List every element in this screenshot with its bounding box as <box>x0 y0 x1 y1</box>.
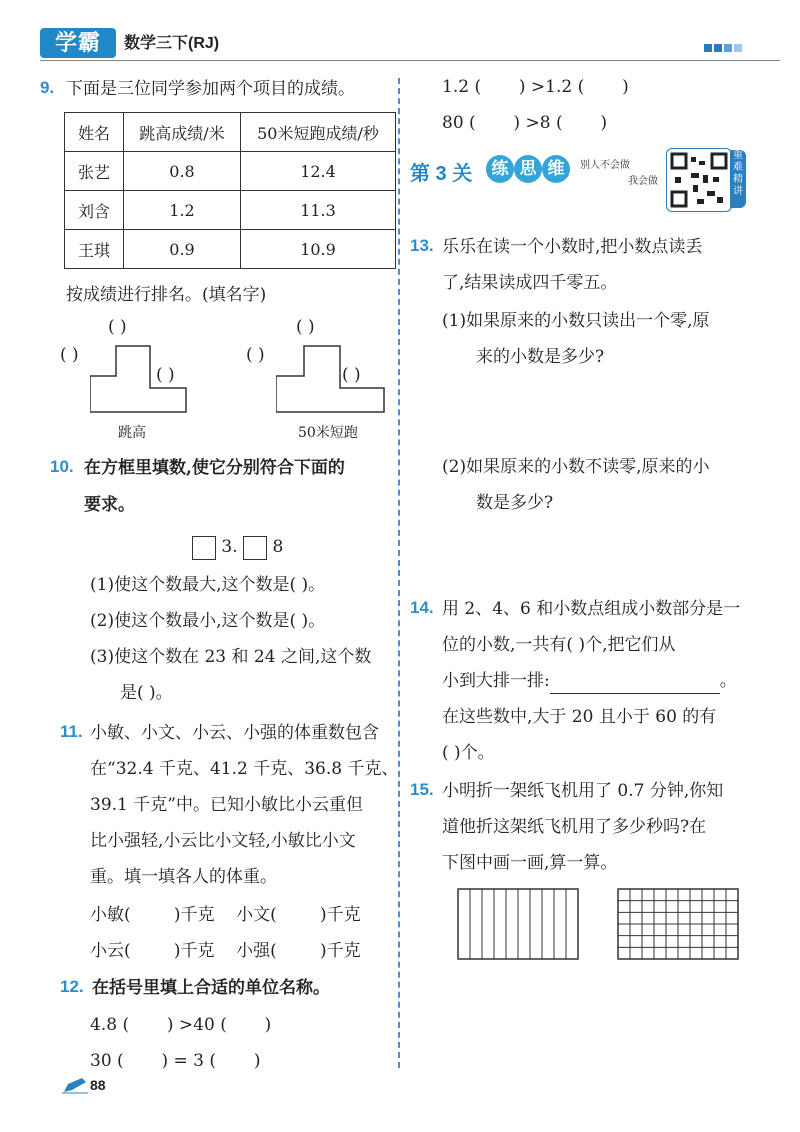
strip-diagram[interactable] <box>456 888 580 960</box>
q14-line1: 用 2、4、6 和小数点组成小数部分是一 <box>442 599 741 619</box>
q12-text: 在括号里填上合适的单位名称。 <box>92 978 330 998</box>
q11-fill-row1[interactable]: 小敏( )千克 小文( )千克 <box>90 905 361 925</box>
q13-sub1-line2: 来的小数是多少? <box>476 347 605 367</box>
table-row <box>65 152 396 191</box>
question-number-15: 15. <box>410 780 434 799</box>
q10-text-line2: 要求。 <box>84 495 135 515</box>
podium-label-sprint: 50米短跑 <box>298 425 358 441</box>
q13-line1: 乐乐在读一个小数时,把小数点读丢 <box>442 237 703 257</box>
q15-line2: 道他折这架纸飞机用了多少秒吗?在 <box>442 817 707 837</box>
question-number-13: 13. <box>410 236 434 255</box>
table-cell: 10.9 <box>241 230 396 269</box>
q11-line: 重。填一填各人的体重。 <box>90 867 277 887</box>
q15-line3: 下图中画一画,算一算。 <box>442 853 618 873</box>
q13-sub2-line2: 数是多少? <box>476 493 554 513</box>
header-square-icon <box>714 44 722 52</box>
table-cell: 11.3 <box>241 191 396 230</box>
table-header-cell: 50米短跑成绩/秒 <box>241 113 396 152</box>
level-bubble: 维 <box>542 155 570 183</box>
q11-line: 39.1 千克”中。已知小敏比小云重但 <box>90 795 363 815</box>
digit-box[interactable] <box>243 536 267 560</box>
podium-label-high-jump: 跳高 <box>118 425 146 441</box>
level-bubble: 思 <box>514 155 542 183</box>
brand-logo: 学霸 <box>40 28 116 58</box>
column-divider <box>398 78 400 1068</box>
table-cell: 刘含 <box>65 191 124 230</box>
qr-code-icon[interactable] <box>666 148 732 212</box>
q11-line: 在“32.4 千克、41.2 千克、36.8 千克、 <box>90 759 399 779</box>
table-cell: 1.2 <box>124 191 241 230</box>
q10-number-template <box>192 534 283 560</box>
level-title: 第 3 关 <box>410 163 473 185</box>
header-square-icon <box>724 44 732 52</box>
header-square-icon <box>734 44 742 52</box>
table-header-cell: 姓名 <box>65 113 124 152</box>
q11-line: 小敏、小文、小云、小强的体重数包含 <box>90 723 379 743</box>
table-cell: 张艺 <box>65 152 124 191</box>
podium-sprint <box>276 344 388 414</box>
q14-line2: 位的小数,一共有( )个,把它们从 <box>442 635 676 655</box>
table-row <box>65 230 396 269</box>
q11-fill-row2[interactable]: 小云( )千克 小强( )千克 <box>90 941 361 961</box>
q10-text-line1: 在方框里填数,使它分别符合下面的 <box>84 458 345 478</box>
q11-line: 比小强轻,小云比小文轻,小敏比小文 <box>90 831 356 851</box>
order-answer-line[interactable] <box>550 675 720 694</box>
level-bubble: 练 <box>486 155 514 183</box>
podium-blank-third[interactable]: ( ) <box>156 365 175 385</box>
q10-sub3-line2: 是( )。 <box>120 683 173 703</box>
podium-blank-first[interactable]: ( ) <box>296 317 315 337</box>
table-row <box>65 191 396 230</box>
q15-line1: 小明折一架纸飞机用了 0.7 分钟,你知 <box>442 781 724 801</box>
page-number: 88 <box>90 1077 106 1093</box>
q13-sub2-line1: (2)如果原来的小数不读零,原来的小 <box>442 457 710 477</box>
q14-line3-prefix: 小到大排一排: <box>442 671 550 691</box>
header-rule <box>40 60 780 61</box>
q10-sub3-line1: (3)使这个数在 23 和 24 之间,这个数 <box>90 647 372 667</box>
q13-sub1-line1: (1)如果原来的小数只读出一个零,原 <box>442 311 710 331</box>
table-cell: 0.9 <box>124 230 241 269</box>
q12-line3[interactable]: 1.2 ( ) >1.2 ( ) <box>442 77 629 97</box>
q14-line4: 在这些数中,大于 20 且小于 60 的有 <box>442 707 717 727</box>
table-cell: 王琪 <box>65 230 124 269</box>
podium-high-jump <box>90 344 190 414</box>
grid-diagram[interactable] <box>616 888 740 960</box>
podium-blank-second[interactable]: ( ) <box>246 345 265 365</box>
q14-line3-suffix: 。 <box>719 671 737 691</box>
qr-label: 重难精讲 <box>730 150 746 208</box>
book-title: 数学三下(RJ) <box>124 35 220 52</box>
table-cell: 12.4 <box>241 152 396 191</box>
q9-text: 下面是三位同学参加两个项目的成绩。 <box>66 79 355 99</box>
podium-blank-third[interactable]: ( ) <box>342 365 361 385</box>
digit-box[interactable] <box>192 536 216 560</box>
question-number-11: 11. <box>60 722 83 741</box>
question-number-10: 10. <box>50 457 74 476</box>
q10-number-middle: 3. <box>221 537 238 557</box>
banner-note-1: 别人不会做 <box>580 160 630 171</box>
table-header-cell: 跳高成绩/米 <box>124 113 241 152</box>
q14-line5: ( )个。 <box>442 743 495 763</box>
pencil-icon <box>62 1078 88 1094</box>
q10-number-end: 8 <box>272 537 284 557</box>
q9-instruction: 按成绩进行排名。(填名字) <box>66 285 267 305</box>
question-number-9: 9. <box>40 78 55 97</box>
q10-sub2: (2)使这个数最小,这个数是( )。 <box>90 611 326 631</box>
question-number-12: 12. <box>60 977 84 996</box>
q12-line1[interactable]: 4.8 ( ) >40 ( ) <box>90 1015 272 1035</box>
table-header-row <box>65 113 396 152</box>
scores-table <box>64 112 396 269</box>
podium-blank-second[interactable]: ( ) <box>60 345 79 365</box>
q14-line3 <box>442 668 737 694</box>
banner-note-2: 我会做 <box>628 176 658 187</box>
q12-line4[interactable]: 80 ( ) >8 ( ) <box>442 113 608 133</box>
q12-line2[interactable]: 30 ( ) = 3 ( ) <box>90 1051 261 1071</box>
q13-line2: 了,结果读成四千零五。 <box>442 273 618 293</box>
q10-sub1: (1)使这个数最大,这个数是( )。 <box>90 575 326 595</box>
question-number-14: 14. <box>410 598 434 617</box>
table-cell: 0.8 <box>124 152 241 191</box>
podium-blank-first[interactable]: ( ) <box>108 317 127 337</box>
header-square-icon <box>704 44 712 52</box>
